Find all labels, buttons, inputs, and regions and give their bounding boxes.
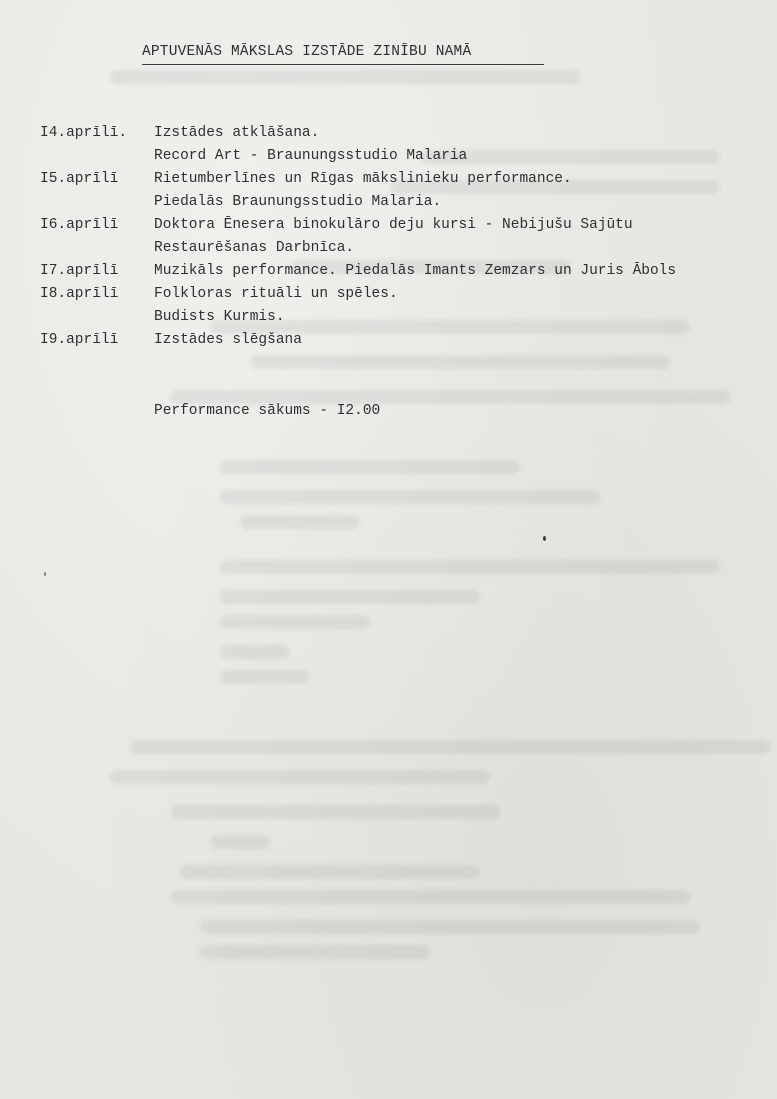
list-item — [40, 260, 777, 283]
entry-date: I9.aprīlī — [40, 332, 119, 348]
entry-date: I5.aprīlī — [40, 171, 119, 187]
list-item — [40, 168, 777, 191]
entry-text: Izstādes slēgšana — [154, 332, 302, 348]
performance-start-note: Performance sākums - I2.00 — [154, 403, 381, 419]
list-item — [40, 283, 777, 306]
title-underline — [142, 64, 544, 65]
entry-date: I7.aprīlī — [40, 263, 119, 279]
entry-text: Rietumberlīnes un Rīgas mākslinieku performance. — [154, 171, 572, 187]
ink-speck — [44, 572, 46, 576]
entry-date — [40, 145, 154, 168]
list-item — [40, 237, 777, 260]
entry-date — [40, 306, 154, 329]
entry-text: Izstādes atklāšana. — [154, 125, 320, 141]
schedule-list — [40, 122, 777, 352]
entry-text: Folkloras rituāli un spēles. — [154, 286, 398, 302]
entry-text: Restaurēšanas Darbnīca. — [154, 240, 355, 256]
list-item — [40, 191, 777, 214]
entry-text: Record Art - Braunungsstudio Malaria — [154, 148, 468, 164]
entry-text: Budists Kurmis. — [154, 309, 285, 325]
entry-date — [40, 237, 154, 260]
entry-text: Doktora Ēnesera binokulāro deju kursi - Nebijušu Sajūtu — [154, 217, 633, 233]
entry-text: Piedalās Braunungsstudio Malaria. — [154, 194, 442, 210]
page-title: APTUVENĀS MĀKSLAS IZSTĀDE ZINĪBU NAMĀ — [142, 44, 472, 60]
list-item — [40, 122, 777, 145]
list-item — [40, 214, 777, 237]
entry-date: I8.aprīlī — [40, 286, 119, 302]
list-item — [40, 329, 777, 352]
list-item — [40, 306, 777, 329]
entry-date: I6.aprīlī — [40, 217, 119, 233]
entry-date — [40, 191, 154, 214]
entry-date: I4.aprīlī. — [40, 125, 128, 141]
entry-text: Muzikāls performance. Piedalās Imants Zemzars un Juris Ābols — [154, 263, 677, 279]
list-item — [40, 145, 777, 168]
ink-speck — [543, 536, 546, 541]
